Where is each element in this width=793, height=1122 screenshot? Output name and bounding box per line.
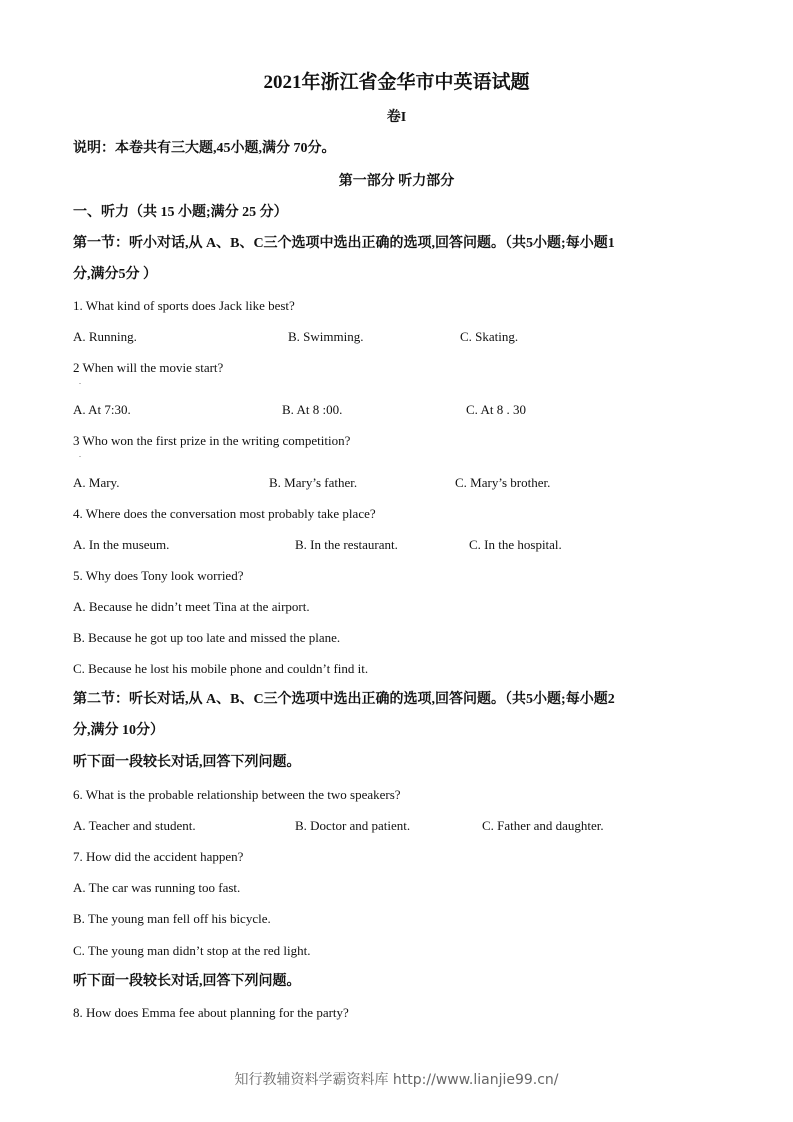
listening-instruction: 听下面一段较长对话,回答下列问题。 [73, 755, 301, 770]
option-a: A. Running. [73, 329, 137, 344]
part-heading: 第一部分 听力部分 [338, 174, 455, 189]
question-stem: 5. Why does Tony look worried? [73, 568, 244, 583]
stray-dot-mark: . [79, 450, 81, 459]
stray-dot-mark: . [79, 377, 81, 386]
option-b: B. At 8 :00. [282, 402, 343, 417]
option-b: B. Because he got up too late and missed the plane. [73, 630, 341, 645]
question-stem: 2 When will the movie start? [73, 360, 224, 375]
option-b: B. In the restaurant. [295, 537, 398, 552]
option-c: C. The young man didn’t stop at the red light. [73, 943, 311, 958]
subsection-2-instructions: 第二节：听长对话,从 A、B、C三个选项中选出正确的选项,回答问题。（共5小题;每小题2 [73, 692, 615, 707]
option-c: C. Father and daughter. [482, 818, 604, 833]
option-b: B. Mary’s father. [269, 475, 358, 490]
question-stem: 1. What kind of sports does Jack like best? [73, 298, 295, 313]
volume-label: 卷I [386, 110, 407, 125]
option-a: A. Mary. [73, 475, 120, 490]
option-a: A. Because he didn’t meet Tina at the airport. [73, 599, 310, 614]
option-c: C. Skating. [460, 329, 519, 344]
subsection-1-instructions: 第一节：听小对话,从 A、B、C三个选项中选出正确的选项,回答问题。（共5小题;每小题1 [73, 236, 615, 251]
subsection-2-instructions-cont: 分,满分 10分） [73, 723, 164, 738]
section-heading: 一、听力（共 15 小题;满分 25 分） [73, 205, 288, 220]
question-stem: 8. How does Emma fee about planning for the party? [73, 1005, 349, 1020]
option-a: A. In the museum. [73, 537, 170, 552]
page-title: 2021年浙江省金华市中英语试题 [263, 72, 530, 93]
question-stem: 4. Where does the conversation most probably take place? [73, 506, 376, 521]
option-a: A. Teacher and student. [73, 818, 196, 833]
option-b: B. The young man fell off his bicycle. [73, 911, 271, 926]
subsection-1-instructions-cont: 分,满分5分 ） [73, 267, 157, 282]
question-stem: 6. What is the probable relationship between the two speakers? [73, 787, 401, 802]
option-b: B. Swimming. [288, 329, 364, 344]
question-stem: 7. How did the accident happen? [73, 849, 244, 864]
option-c: C. Mary’s brother. [455, 475, 551, 490]
option-c: C. In the hospital. [469, 537, 562, 552]
option-c: C. At 8 . 30 [466, 402, 526, 417]
footer-watermark-text: 知行教辅资料学霸资料库 http://www.lianjie99.cn/ [234, 1072, 559, 1088]
option-a: A. At 7:30. [73, 402, 131, 417]
option-b: B. Doctor and patient. [295, 818, 411, 833]
instructions-note: 说明：本卷共有三大题,45小题,满分 70分。 [73, 141, 336, 156]
question-stem: 3 Who won the first prize in the writing competition? [73, 433, 351, 448]
option-c: C. Because he lost his mobile phone and couldn’t find it. [73, 661, 369, 676]
option-a: A. The car was running too fast. [73, 880, 241, 895]
listening-instruction: 听下面一段较长对话,回答下列问题。 [73, 974, 301, 989]
